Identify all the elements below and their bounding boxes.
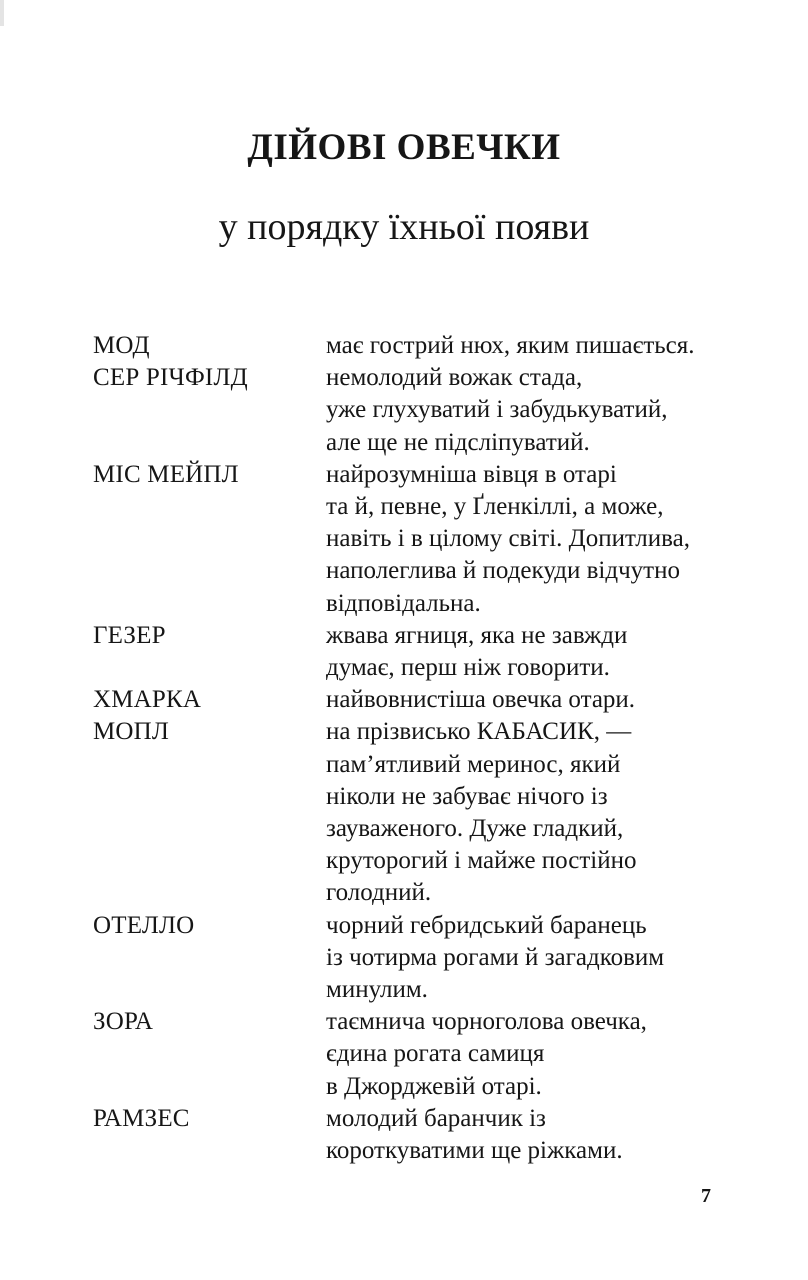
description-line: в Джорджевій отарі. xyxy=(326,1072,542,1100)
description-line: круторогий і майже постійно xyxy=(326,847,637,875)
character-name: МОД xyxy=(93,332,150,359)
character-name: МІС МЕЙПЛ xyxy=(93,460,239,488)
description-line: думає, перш ніж говорити. xyxy=(326,654,610,682)
cast-entry xyxy=(0,620,808,684)
description-line: найрозумніша вівця в отарі xyxy=(326,460,617,488)
character-description xyxy=(326,620,808,684)
cast-entry xyxy=(0,910,808,1007)
page-edge-shadow xyxy=(0,0,4,26)
description-line: минулим. xyxy=(326,976,428,1004)
cast-entry xyxy=(0,330,808,362)
cast-entry xyxy=(0,684,808,716)
character-description xyxy=(326,459,808,620)
description-line: найвовнистіша овечка отари. xyxy=(326,686,636,714)
description-line: єдина рогата самиця xyxy=(326,1040,545,1068)
character-description xyxy=(326,910,808,1007)
character-description xyxy=(326,684,808,716)
cast-entry xyxy=(0,1006,808,1103)
description-line: ніколи не забуває нічого із xyxy=(326,782,608,810)
character-description xyxy=(326,362,808,459)
character-name: ГЕЗЕР xyxy=(93,621,166,649)
description-line: жвава ягниця, яка не завжди xyxy=(326,621,628,649)
description-line: немолодий вожак стада, xyxy=(326,364,583,392)
character-name: СЕР РІЧФІЛД xyxy=(93,364,248,392)
description-line: молодий баранчик із xyxy=(326,1104,546,1132)
description-line: та й, певне, у Ґленкіллі, а може, xyxy=(326,493,664,521)
description-line: короткуватими ще ріжками. xyxy=(326,1137,623,1165)
description-line: із чотирма рогами й загадковим xyxy=(326,943,665,971)
page-heading: ДІЙОВІ ОВЕЧКИ xyxy=(247,127,561,168)
description-line: пам’ятливий меринос, який xyxy=(326,750,621,778)
character-name: ЗОРА xyxy=(93,1008,154,1036)
character-description xyxy=(326,1103,808,1167)
description-line: на прізвисько КАБАСИК, — xyxy=(326,718,632,746)
character-name: ОТЕЛЛО xyxy=(93,911,195,939)
character-name: РАМЗЕС xyxy=(93,1104,190,1132)
character-description xyxy=(326,330,808,362)
character-name: ХМАРКА xyxy=(93,686,202,714)
description-line: але ще не підсліпуватий. xyxy=(326,428,590,456)
character-description xyxy=(326,716,808,909)
description-line: наполеглива й подекуди відчутно xyxy=(326,557,680,585)
description-line: таємнича чорноголова овечка, xyxy=(326,1008,647,1036)
cast-entry xyxy=(0,459,808,620)
description-line: уже глухуватий і забудькуватий, xyxy=(326,396,668,424)
character-description xyxy=(326,1006,808,1103)
cast-entry xyxy=(0,1103,808,1167)
cast-entry xyxy=(0,362,808,459)
cast-list xyxy=(0,330,808,1167)
page-number: 7 xyxy=(701,1185,711,1207)
description-line: чорний гебридський баранець xyxy=(326,911,647,939)
description-line: зауваженого. Дуже гладкий, xyxy=(326,815,624,843)
cast-entry xyxy=(0,716,808,909)
description-line: голодний. xyxy=(326,879,432,907)
description-line: має гострий нюх, яким пишається. xyxy=(326,332,695,359)
description-line: відповідальна. xyxy=(326,589,481,617)
page-subheading: у порядку їхньої появи xyxy=(218,206,590,248)
character-name: МОПЛ xyxy=(93,718,170,746)
description-line: навіть і в цілому світі. Допитлива, xyxy=(326,525,690,553)
